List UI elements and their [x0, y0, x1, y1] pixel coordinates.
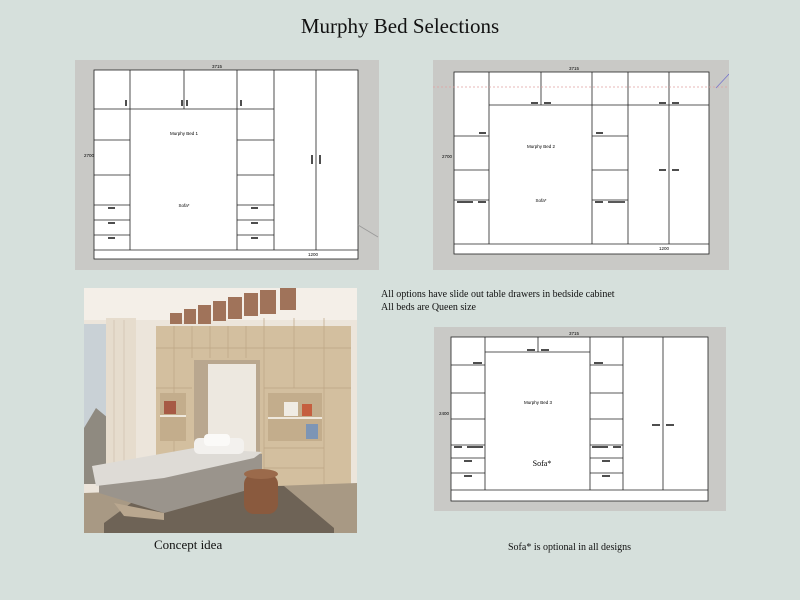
page-title: Murphy Bed Selections [300, 14, 500, 38]
options-note: All options have slide out table drawers in bedside cabinet [381, 289, 615, 300]
design-1-height-label: 2700 [84, 153, 95, 158]
design-3-drawing [434, 327, 726, 511]
design-2-height-label: 2700 [442, 154, 453, 159]
design-1-width-label: 3715 [211, 64, 223, 69]
design-2-sub-width-label: 1200 [658, 246, 670, 251]
design-2-bed-label: Murphy Bed 2 [526, 144, 556, 149]
concept-caption: Concept idea [154, 537, 223, 552]
design-2-drawing [433, 60, 729, 270]
design-2-width-label: 3715 [568, 66, 580, 71]
concept-photo [84, 288, 357, 533]
design-1-sub-width-label: 1200 [307, 252, 319, 257]
design-1-panel [75, 60, 379, 270]
design-1-bed-label: Murphy Bed 1 [169, 131, 199, 136]
design-3-width-label: 3715 [568, 331, 580, 336]
design-1-sofa-label: Sofa* [178, 203, 190, 208]
design-3-height-label: 2400 [439, 411, 450, 416]
design-2-sofa-label: Sofa* [535, 198, 547, 203]
queen-size-note: All beds are Queen size [381, 302, 476, 313]
sofa-optional-note: Sofa* is optional in all designs [508, 542, 632, 553]
design-2-panel [433, 60, 729, 270]
design-3-panel [434, 327, 726, 511]
design-3-sofa-label: Sofa* [532, 459, 552, 468]
design-3-bed-label: Murphy Bed 3 [523, 400, 553, 405]
design-1-drawing [75, 60, 379, 270]
